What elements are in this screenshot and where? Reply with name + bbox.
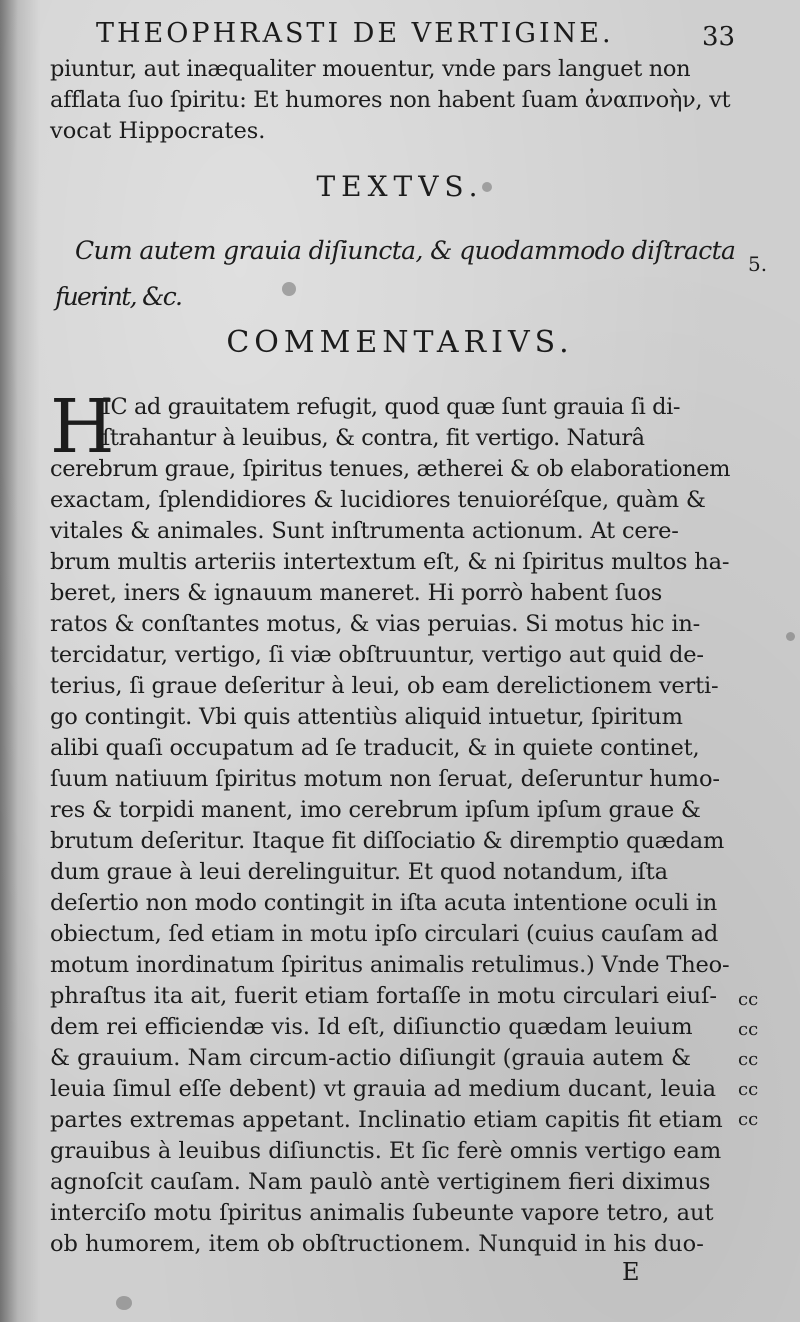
intro-paragraph (50, 54, 730, 147)
text-line: agnoſcit cauſam. Nam paulò antè vertiginem fieri diximus (50, 1169, 711, 1195)
text-line: ſtrahantur à leuibus, & contra, fit vertigo. Naturâ (102, 425, 645, 451)
text-line: res & torpidi manent, imo cerebrum ipſum ipſum graue & (50, 797, 701, 823)
page-number: 33 (702, 22, 736, 52)
text-line: IC ad grauitatem refugit, quod quæ ſunt grauia ſi di- (102, 394, 681, 420)
text-line: Cum autem grauia diſiuncta, & quodammodo diſtracta (75, 236, 736, 265)
running-title: THEOPHRASTI DE VERTIGINE. (96, 18, 614, 49)
quote-mark: cc (738, 1109, 759, 1130)
text-line: partes extremas appetant. Inclinatio etiam capitis fit etiam (50, 1107, 723, 1133)
quote-mark: cc (738, 1019, 759, 1040)
text-line: tercidatur, vertigo, ſi viæ obſtruuntur, vertigo aut quid de- (50, 642, 704, 668)
text-line: interciſo motu ſpiritus animalis ſubeunte vapore tetro, aut (50, 1200, 714, 1226)
text-line: dum graue à leui derelinguitur. Et quod notandum, iſta (50, 859, 668, 885)
text-line: vitales & animales. Sunt inſtrumenta actionum. At cere- (50, 518, 679, 544)
text-line: obiectum, ſed etiam in motu ipſo circulari (cuius cauſam ad (50, 921, 719, 947)
commentarius-heading: COMMENTARIVS. (226, 325, 574, 360)
margin-number: 5. (748, 252, 768, 276)
text-line: grauibus à leuibus diſiunctis. Et ſic ferè omnis vertigo eam (50, 1138, 722, 1164)
quote-mark: cc (738, 1079, 759, 1100)
quote-mark: cc (738, 1049, 759, 1070)
text-line: brutum deſeritur. Itaque fit diſſociatio & diremptio quædam (50, 828, 725, 854)
drop-cap: H (50, 384, 115, 470)
text-line: ratos & conſtantes motus, & vias peruias. Si motus hic in- (50, 611, 701, 637)
text-line: ob humorem, item ob obſtructionem. Nunquid in his duo- (50, 1231, 704, 1257)
commentary-paragraph (50, 384, 731, 1260)
text-line: fuerint, &c. (55, 282, 182, 311)
textus-heading: TEXTVS. (316, 170, 484, 203)
text-line: piuntur, aut inæqualiter mouentur, vnde pars languet non (50, 56, 691, 82)
text-line: exactam, ſplendidiores & lucidiores tenuioréſque, quàm & (50, 487, 706, 513)
signature-mark: E (622, 1258, 640, 1286)
text-line: afflata ſuo ſpiritu: Et humores non habent ſuam ἀναπνοὴν, vt (50, 87, 731, 113)
text-line: leuia ſimul eſſe debent) vt grauia ad medium ducant, leuia (50, 1076, 717, 1102)
ink-speck (786, 632, 795, 641)
text-line: brum multis arteriis intertextum eſt, & ni ſpiritus multos ha- (50, 549, 730, 575)
ink-speck (116, 1296, 132, 1310)
text-line: dem rei efficiendæ vis. Id eſt, diſiunctio quædam leuium (50, 1014, 693, 1040)
text-line: go contingit. Vbi quis attentiùs aliquid intuetur, ſpiritum (50, 704, 683, 730)
text-line: motum inordinatum ſpiritus animalis retulimus.) Vnde Theo- (50, 952, 730, 978)
text-line: phraſtus ita ait, fuerit etiam fortaſſe in motu circulari eiuſ- (50, 983, 718, 1009)
text-line: ſuum natiuum ſpiritus motum non ſeruat, deſeruntur humo- (50, 766, 720, 792)
text-line: cerebrum graue, ſpiritus tenues, ætherei & ob elaborationem (50, 456, 731, 482)
margin-quote-marks (738, 985, 758, 1135)
text-line: terius, ſi graue deſeritur à leui, ob eam derelictionem verti- (50, 673, 719, 699)
text-line: vocat Hippocrates. (50, 118, 266, 144)
textus-quote (55, 228, 736, 320)
text-line: beret, iners & ignauum maneret. Hi porrò habent ſuos (50, 580, 663, 606)
quote-mark: cc (738, 989, 759, 1010)
text-line: alibi quaſi occupatum ad ſe traducit, & in quiete continet, (50, 735, 700, 761)
text-line: & grauium. Nam circum-actio diſiungit (grauia autem & (50, 1045, 691, 1071)
text-line: deſertio non modo contingit in iſta acuta intentione oculi in (50, 890, 718, 916)
